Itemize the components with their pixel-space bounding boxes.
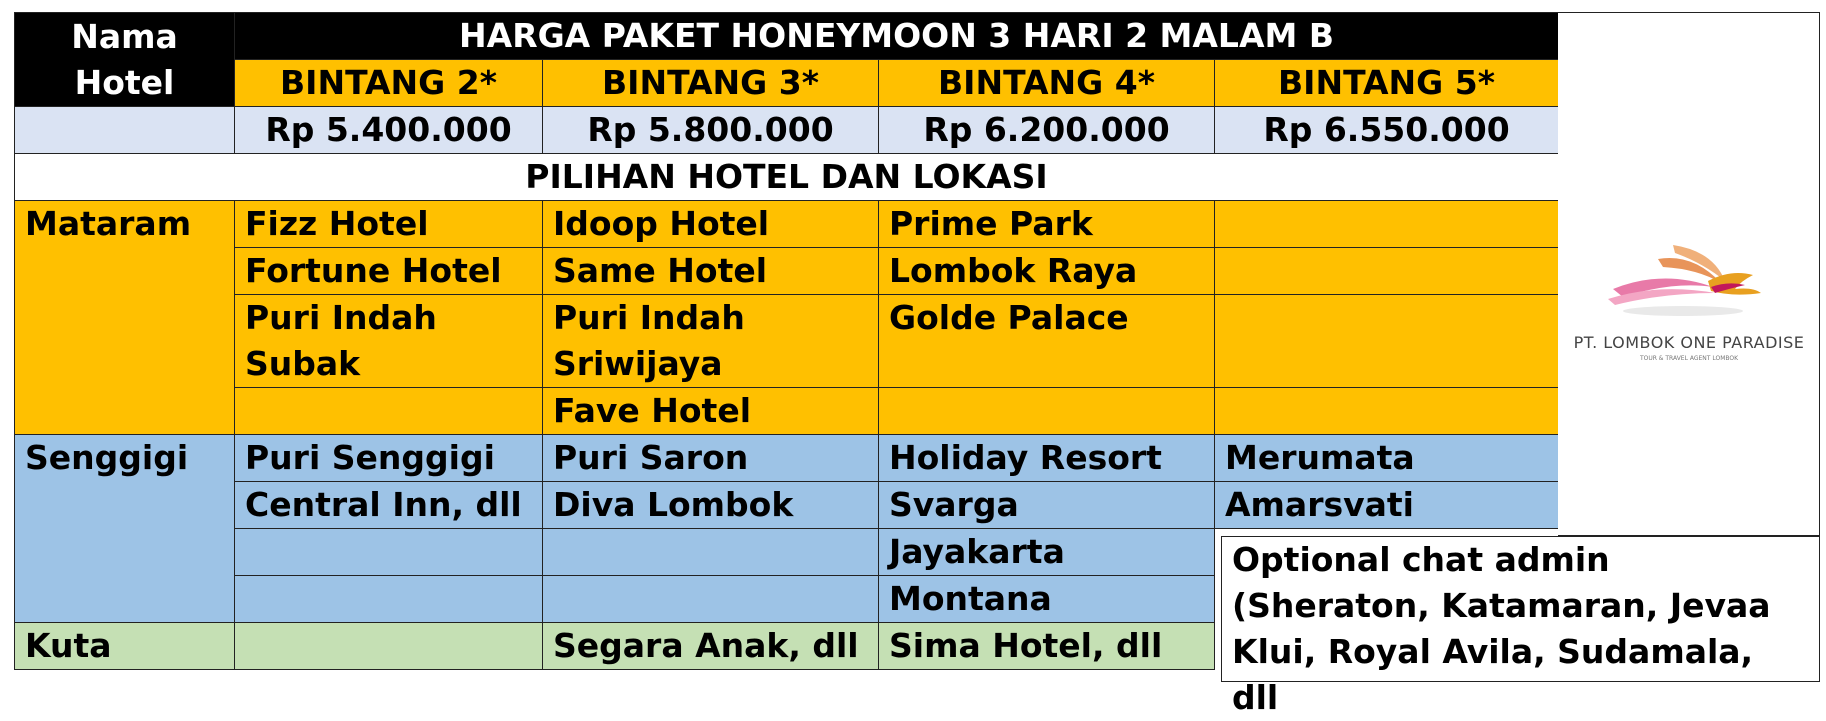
hotel-cell — [1215, 201, 1559, 248]
hotel-cell: Svarga — [879, 482, 1215, 529]
star-2-header: BINTANG 2* — [235, 60, 543, 107]
hotel-cell — [1215, 295, 1559, 388]
hotel-cell: Golde Palace — [879, 295, 1215, 388]
hotel-cell: Puri Indah Sriwijaya — [543, 295, 879, 388]
hotel-cell — [235, 623, 543, 670]
hotel-cell: Puri Saron — [543, 435, 879, 482]
price-row-label — [15, 107, 235, 154]
hotel-cell: Amarsvati — [1215, 482, 1559, 529]
hotel-cell: Puri Senggigi — [235, 435, 543, 482]
hotel-cell: Fortune Hotel — [235, 248, 543, 295]
star-5-header: BINTANG 5* — [1215, 60, 1559, 107]
hotel-cell: Idoop Hotel — [543, 201, 879, 248]
package-title: HARGA PAKET HONEYMOON 3 HARI 2 MALAM B — [235, 13, 1559, 60]
hotel-cell: Puri Indah Subak — [235, 295, 543, 388]
hotel-cell — [543, 529, 879, 576]
price-star-3: Rp 5.800.000 — [543, 107, 879, 154]
hotel-cell — [1215, 248, 1559, 295]
hotel-cell: Sima Hotel, dll — [879, 623, 1215, 670]
hotel-cell: Prime Park — [879, 201, 1215, 248]
location-mataram: Mataram — [15, 201, 235, 435]
star-3-header: BINTANG 3* — [543, 60, 879, 107]
hotel-cell: Montana — [879, 576, 1215, 623]
hotel-cell — [543, 576, 879, 623]
hotel-cell: Diva Lombok — [543, 482, 879, 529]
company-tagline: TOUR & TRAVEL AGENT LOMBOK — [1639, 355, 1739, 362]
price-star-4: Rp 6.200.000 — [879, 107, 1215, 154]
hotel-cell: Central Inn, dll — [235, 482, 543, 529]
bird-logo-icon — [1603, 241, 1773, 331]
logo-panel — [1558, 12, 1820, 536]
hotel-cell — [235, 388, 543, 435]
hotel-cell: Holiday Resort — [879, 435, 1215, 482]
price-star-5: Rp 6.550.000 — [1215, 107, 1559, 154]
location-senggigi: Senggigi — [15, 435, 235, 623]
hotel-cell — [879, 388, 1215, 435]
price-sheet — [14, 12, 1820, 717]
hotel-cell: Merumata — [1215, 435, 1559, 482]
hotel-cell: Fave Hotel — [543, 388, 879, 435]
location-kuta: Kuta — [15, 623, 235, 670]
hotel-cell: Fizz Hotel — [235, 201, 543, 248]
hotel-cell — [235, 576, 543, 623]
hotel-name-header: Nama Hotel — [15, 13, 235, 107]
hotel-cell: Same Hotel — [543, 248, 879, 295]
company-name: PT. LOMBOK ONE PARADISE — [1573, 333, 1805, 352]
hotel-cell: Segara Anak, dll — [543, 623, 879, 670]
hotel-cell: Jayakarta — [879, 529, 1215, 576]
hotel-cell — [1215, 388, 1559, 435]
optional-note: Optional chat admin (Sheraton, Katamaran, Jevaa Klui, Royal Avila, Sudamala, dll — [1221, 536, 1820, 682]
hotel-cell — [235, 529, 543, 576]
section-title: PILIHAN HOTEL DAN LOKASI — [15, 154, 1559, 201]
hotel-cell: Lombok Raya — [879, 248, 1215, 295]
price-star-2: Rp 5.400.000 — [235, 107, 543, 154]
star-4-header: BINTANG 4* — [879, 60, 1215, 107]
